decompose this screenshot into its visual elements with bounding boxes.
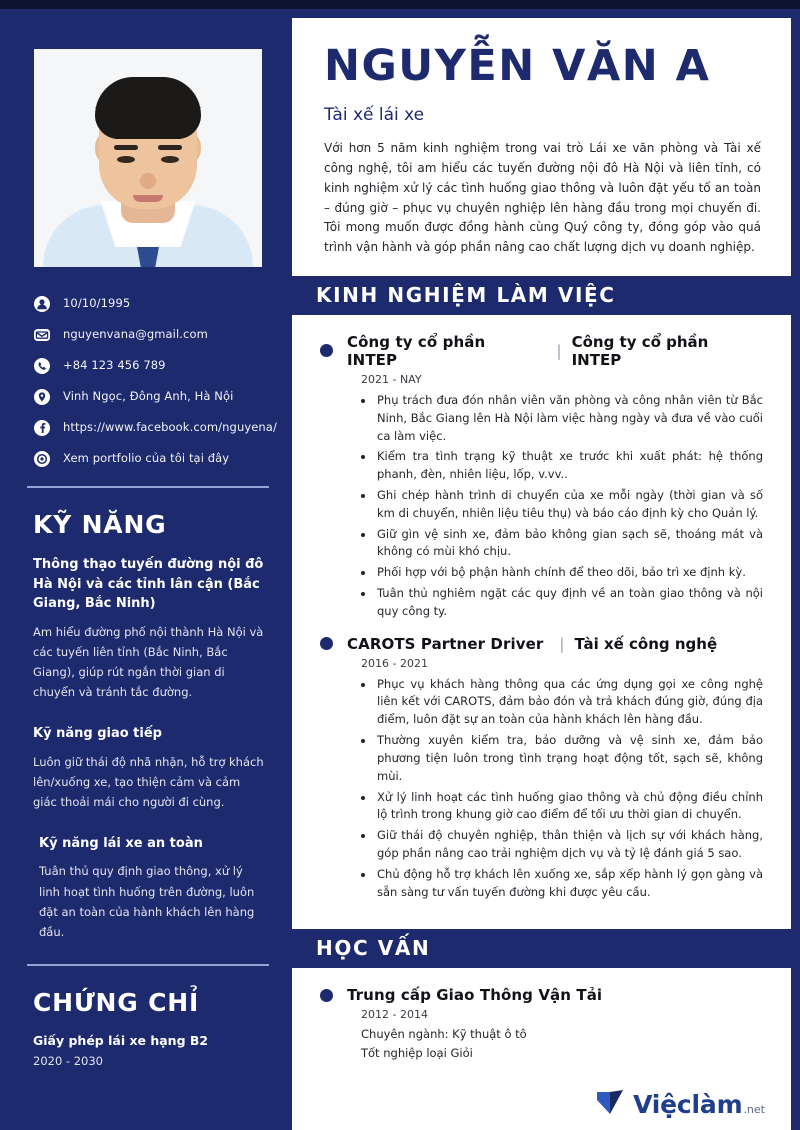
portfolio-icon	[33, 450, 51, 468]
education-title: HỌC VẤN	[316, 936, 431, 961]
vieclam-logo[interactable]	[595, 1088, 765, 1120]
contact-text: 10/10/1995	[63, 296, 131, 311]
sidebar-divider-certificate	[27, 964, 269, 966]
logo-tld: .net	[743, 1103, 765, 1117]
list-item: • Tuân thủ nghiêm ngặt các quy định về an toàn giao thông và nội quy công ty.	[375, 585, 763, 621]
list-item: • Giữ gìn vệ sinh xe, đảm bảo không gian sạch sẽ, thoáng mát và không có mùi khó chịu.	[375, 526, 763, 562]
contact-item-portfolio[interactable]	[33, 450, 273, 468]
main-content	[287, 18, 791, 1121]
page-title: NGUYỄN VĂN A	[324, 41, 711, 91]
experience-company: Tài xế công nghệ	[574, 634, 718, 653]
sidebar	[9, 18, 287, 1121]
job-title: Tài xế lái xe	[324, 105, 425, 126]
user-icon	[33, 295, 51, 313]
education-school: Trung cấp Giao Thông Vận Tải	[347, 986, 603, 1005]
experience-years: 2021 - NAY	[361, 372, 422, 386]
skill-heading: Kỹ năng lái xe an toàn	[39, 835, 203, 851]
portrait-brow-right	[158, 145, 182, 150]
skill-description: Luôn giữ thái độ nhã nhặn, hỗ trợ khách lên/xuống xe, tạo thiện cảm và cảm giác thoải mái cho người đi cùng.	[33, 754, 264, 809]
education-grade: Tốt nghiệp loại Giỏi	[361, 1046, 473, 1061]
experience-company: Công ty cổ phần INTEP	[571, 332, 709, 369]
sidebar-divider-skills	[27, 486, 269, 488]
portrait-photo	[34, 49, 262, 267]
experience-section	[292, 315, 791, 930]
contact-text: https://www.facebook.com/nguyena/	[63, 420, 277, 435]
education-major: Chuyên ngành: Kỹ thuật ô tô	[361, 1027, 527, 1042]
bullet-dot-icon	[320, 989, 333, 1002]
list-item: • Xử lý linh hoạt các tình huống giao thông và chủ động điều chỉnh lộ trình trong khung giờ cao điểm để tối ưu thời gian di chuyển.	[375, 789, 763, 825]
education-section	[292, 968, 791, 1088]
education-years: 2012 - 2014	[361, 1008, 428, 1022]
email-icon	[33, 326, 51, 344]
portrait-mouth	[133, 195, 163, 202]
experience-role: Công ty cổ phần INTEP	[347, 332, 486, 369]
experience-section-header	[292, 276, 791, 315]
list-item: • Phụ trách đưa đón nhân viên văn phòng và công nhân viên từ Bắc Ninh, Bắc Giang lên Hà Nội làm việc hàng ngày và đưa về vào cuối ca làm việc.	[375, 392, 763, 445]
list-item: • Giữ thái độ chuyên nghiệp, thân thiện và lịch sự với khách hàng, góp phần nâng cao trải nghiệm dịch vụ và tỷ lệ đánh giá 5 sao.	[375, 827, 763, 863]
contact-text: +84 123 456 789	[63, 358, 166, 373]
location-icon	[33, 388, 51, 406]
contact-text: nguyenvana@gmail.com	[63, 327, 208, 342]
contact-text: Vinh Ngọc, Đông Anh, Hà Nội	[63, 389, 234, 404]
skills-section	[9, 510, 287, 942]
skill-heading: Thông thạo tuyến đường nội đô Hà Nội và các tỉnh lân cận (Bắc Giang, Bắc Ninh)	[33, 557, 264, 611]
list-item: • Chủ động hỗ trợ khách lên xuống xe, sắp xếp hành lý gọn gàng và sẵn sàng tư vấn tuyến đường khi được yêu cầu.	[375, 866, 763, 902]
portrait-brow-left	[114, 145, 138, 150]
portrait-eye-left	[117, 156, 135, 163]
skill-item	[33, 555, 265, 702]
experience-entry	[320, 635, 763, 902]
cv-sheet	[0, 9, 800, 1130]
skill-heading: Kỹ năng giao tiếp	[33, 726, 162, 741]
profile-summary: Với hơn 5 năm kinh nghiệm trong vai trò Lái xe văn phòng và Tài xế công nghệ, tôi am hiểu các tuyến đường nội đô Hà Nội và liên tỉnh, có kinh nghiệm xử lý các tình huống giao thông và luôn đặt yếu tố an toàn – đúng giờ – phục vụ chuyên nghiệp lên hàng đầu trong mọi chuyến đi. Tôi mong muốn được đồng hành cùng Quý công ty, đóng góp vào quá trình vận hành và góp phần nâng cao chất lượng dịch vụ doanh nghiệp.	[324, 141, 761, 255]
experience-role: CAROTS Partner Driver	[347, 634, 544, 653]
list-item: • Ghi chép hành trình di chuyển của xe mỗi ngày (thời gian và số km di chuyển, nhiên liệu tiêu thụ) và báo cáo định kỳ cho Quản lý.	[375, 487, 763, 523]
experience-title: KINH NGHIỆM LÀM VIỆC	[316, 282, 616, 307]
education-section-header	[292, 929, 791, 968]
skills-title: KỸ NĂNG	[33, 510, 167, 539]
experience-entry-head	[320, 333, 763, 369]
skill-description: Am hiểu đường phố nội thành Hà Nội và các tuyến liên tỉnh (Bắc Ninh, Bắc Giang), giúp rút ngắn thời gian di chuyển và tránh tắc đường.	[33, 624, 264, 699]
phone-icon	[33, 357, 51, 375]
contact-item-facebook[interactable]	[33, 419, 277, 437]
list-item: • Kiểm tra tình trạng kỹ thuật xe trước khi xuất phát: hệ thống phanh, đèn, nhiên liệu, lốp, v.vv..	[375, 448, 763, 484]
bullet-dot-icon	[320, 344, 333, 357]
experience-entry-head	[320, 635, 763, 653]
contact-item-birthdate	[33, 295, 273, 313]
skill-item	[33, 724, 265, 812]
skill-description: Tuân thủ quy định giao thông, xử lý linh hoạt tình huống trên đường, luôn đặt an toàn của hành khách lên hàng đầu.	[39, 864, 255, 939]
header-card	[292, 18, 791, 276]
facebook-icon	[33, 419, 51, 437]
portrait-nose	[140, 173, 156, 189]
contact-item-email[interactable]	[33, 326, 273, 344]
avatar	[34, 49, 262, 267]
separator: |	[559, 634, 565, 653]
skill-item	[33, 834, 265, 942]
logo-text: Việclàm	[633, 1089, 743, 1119]
list-item: • Phối hợp với bộ phận hành chính để theo dõi, bảo trì xe định kỳ.	[375, 564, 763, 582]
education-entry-head	[320, 986, 763, 1004]
experience-bullets	[361, 676, 763, 902]
contact-item-address	[33, 388, 273, 406]
top-strip	[0, 0, 800, 9]
list-item: • Phục vụ khách hàng thông qua các ứng dụng gọi xe công nghệ liên kết với CAROTS, đảm bảo đón và trả khách đúng giờ, đúng địa điểm, luôn đặt sự an toàn của hành khách lên hàng đầu.	[375, 676, 763, 729]
contact-text: Xem portfolio của tôi tại đây	[63, 451, 230, 466]
separator: |	[556, 341, 562, 360]
contact-item-phone[interactable]	[33, 357, 273, 375]
check-v-icon	[595, 1088, 625, 1120]
certificate-name: Giấy phép lái xe hạng B2	[33, 1032, 209, 1048]
certificate-section	[9, 988, 287, 1068]
list-item: • Thường xuyên kiểm tra, bảo dưỡng và vệ sinh xe, đảm bảo phương tiện luôn trong tình trạng hoạt động tốt, sạch sẽ, không mùi.	[375, 732, 763, 785]
certificate-title: CHỨNG CHỈ	[33, 987, 200, 1017]
portrait-eye-right	[161, 156, 179, 163]
experience-bullets	[361, 392, 763, 621]
experience-entry	[320, 333, 763, 621]
experience-years: 2016 - 2021	[361, 656, 428, 670]
certificate-years: 2020 - 2030	[33, 1053, 103, 1068]
education-entry	[320, 986, 763, 1060]
contact-list	[9, 295, 287, 468]
footer	[292, 1088, 791, 1130]
bullet-dot-icon	[320, 637, 333, 650]
